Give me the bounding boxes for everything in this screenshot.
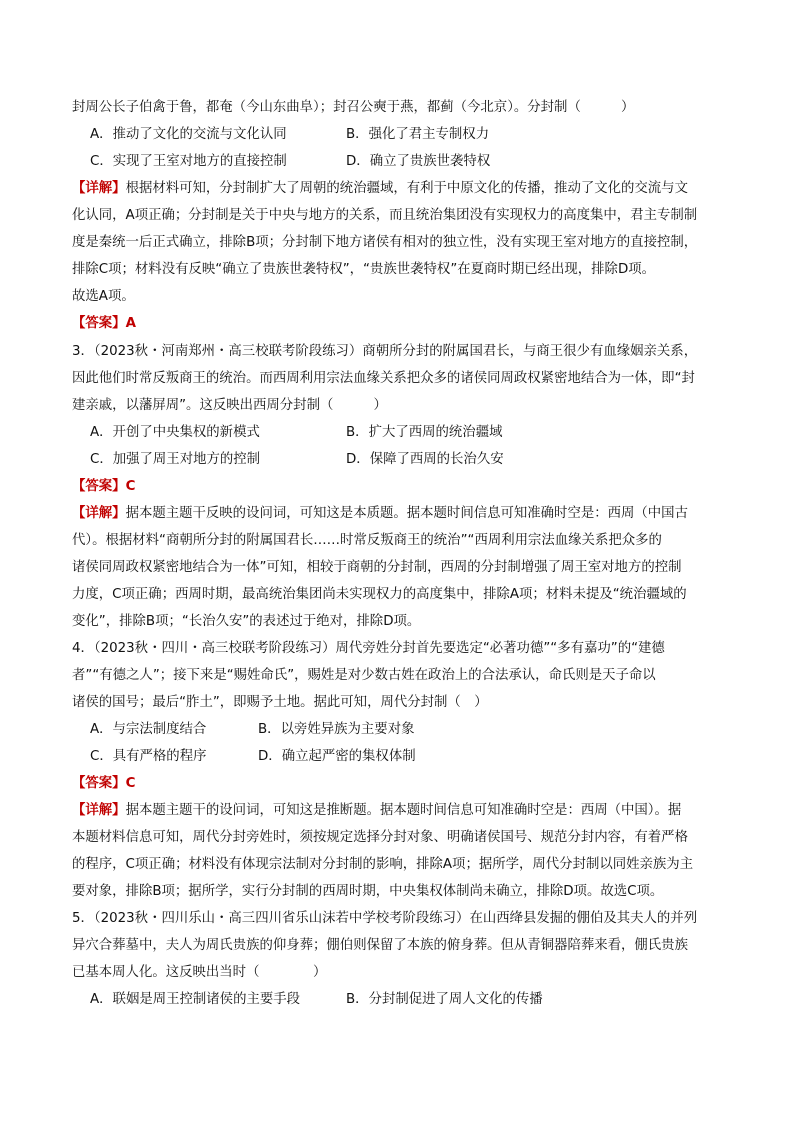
q5-stem-line-3: 已基本周人化。这反映出当时（ ） — [72, 965, 327, 980]
q4-stem-line-1: 4．（2023秋・四川・高三校联考阶段练习）周代旁姓分封首先要选定“必著功德”“多有嘉功”的“建德 — [72, 641, 665, 656]
q3-detail-line-3: 诸侯同周政权紧密地结合为一体”可知，相较于商朝的分封制，西周的分封制增强了周王室对地方的控制 — [72, 560, 682, 575]
q3-detail-line-1: 【详解】据本题主题干反映的设问词，可知这是本质题。据本题时间信息可知准确时空是：西周（中国古 — [72, 506, 688, 521]
q4-detail-line-3: 的程序，C项正确；材料没有体现宗法制对分封制的影响，排除A项；据所学，周代分封制以同姓亲族为主 — [72, 857, 694, 872]
q4-detail-line-1: 【详解】据本题主题干的设问词，可知这是推断题。据本题时间信息可知准确时空是：西周（中国）。据 — [72, 803, 682, 818]
q3-detail-line-4: 力度，C项正确；西周时期，最高统治集团尚未实现权力的高度集中，排除A项；材料未提及“统治疆域的 — [72, 587, 687, 602]
q4-answer-tag: 【答案】 — [72, 776, 126, 791]
q2-stem: 封周公长子伯禽于鲁，都奄（今山东曲阜）；封召公奭于燕，都蓟（今北京）。分封制（ ） — [72, 100, 635, 115]
q2-option-b: B．强化了君主专制权力 — [346, 127, 490, 142]
q5-stem-line-1: 5．（2023秋・四川乐山・高三四川省乐山沫若中学校考阶段练习）在山西绛县发掘的倗伯及其夫人的并列 — [72, 911, 698, 926]
q3-detail-tag: 【详解】 — [72, 506, 126, 521]
q4-detail-tag: 【详解】 — [72, 803, 126, 818]
q5-option-a: A．联姻是周王控制诸侯的主要手段 — [90, 992, 301, 1007]
q3-detail-line-2: 代）。根据材料“商朝所分封的附属国君长……时常反叛商王的统治”“西周利用宗法血缘关系把众多的 — [72, 533, 662, 548]
q2-detail-line-5: 故选A项。 — [72, 289, 135, 304]
q4-option-c: C．具有严格的程序 — [90, 749, 207, 764]
q4-detail-line-2: 本题材料信息可知，周代分封旁姓时，须按规定选择分封对象、明确诸侯国号、规范分封内容，有着严格 — [72, 830, 688, 845]
q5-stem-line-2: 异穴合葬墓中，夫人为周氏贵族的仰身葬；倗伯则保留了本族的俯身葬。但从青铜器陪葬来看，倗氏贵族 — [72, 938, 688, 953]
q3-answer: C — [125, 479, 136, 494]
q2-detail-line-3: 度是秦统一后正式确立，排除B项；分封制下地方诸侯有相对的独立性，没有实现王室对地方的直接控制， — [72, 235, 698, 250]
q3-detail-line-5: 变化”，排除B项；“长治久安”的表述过于绝对，排除D项。 — [72, 614, 421, 629]
q2-option-c: C．实现了王室对地方的直接控制 — [90, 154, 287, 169]
q2-detail-line-1: 【详解】根据材料可知，分封制扩大了周朝的统治疆域，有利于中原文化的传播，推动了文化的交流与文 — [72, 181, 688, 196]
q3-stem-line-2: 因此他们时常反叛商王的统治。而西周利用宗法血缘关系把众多的诸侯同周政权紧密地结合为一体，即“封 — [72, 371, 695, 386]
q4-answer-line — [72, 774, 732, 794]
q2-option-a: A．推动了文化的交流与文化认同 — [90, 127, 287, 142]
q2-detail-tag: 【详解】 — [72, 181, 126, 196]
q5-option-b: B．分封制促进了周人文化的传播 — [346, 992, 543, 1007]
q3-option-b: B．扩大了西周的统治疆域 — [346, 425, 503, 440]
q4-detail-line-4: 要对象，排除B项；据所学，实行分封制的西周时期，中央集权体制尚未确立，排除D项。故选C项。 — [72, 884, 664, 899]
q2-option-d: D．确立了贵族世袭特权 — [346, 154, 491, 169]
q2-answer-line — [72, 314, 732, 334]
q3-answer-line — [72, 477, 732, 497]
q2-detail-line-2: 化认同，A项正确；分封制是关于中央与地方的关系，而且统治集团没有实现权力的高度集中，君主专制制 — [72, 208, 698, 223]
q2-answer: A — [125, 316, 136, 331]
q3-option-a: A．开创了中央集权的新模式 — [90, 425, 260, 440]
q4-option-d: D．确立起严密的集权体制 — [258, 749, 416, 764]
q3-option-d: D．保障了西周的长治久安 — [346, 452, 504, 467]
q3-answer-tag: 【答案】 — [72, 479, 126, 494]
q3-option-c: C．加强了周王对地方的控制 — [90, 452, 261, 467]
q4-option-b: B．以旁姓异族为主要对象 — [258, 722, 415, 737]
q4-answer: C — [125, 776, 136, 791]
q2-detail-line-4: 排除C项；材料没有反映“确立了贵族世袭特权”，“贵族世袭特权”在夏商时期已经出现，排除D项。 — [72, 262, 656, 277]
q4-option-a: A．与宗法制度结合 — [90, 722, 207, 737]
q2-answer-tag: 【答案】 — [72, 316, 126, 331]
q3-stem-line-1: 3．（2023秋・河南郑州・高三校联考阶段练习）商朝所分封的附属国君长，与商王很少有血缘姻亲关系， — [72, 344, 698, 359]
q4-stem-line-2: 者”“有德之人”；接下来是“赐姓命氏”，赐姓是对少数古姓在政治上的合法承认，命氏则是天子命以 — [72, 668, 656, 683]
q4-stem-line-3: 诸侯的国号；最后“胙土”，即赐予土地。据此可知，周代分封制（ ） — [72, 695, 488, 710]
q3-stem-line-3: 建亲戚，以藩屏周”。这反映出西周分封制（ ） — [72, 398, 387, 413]
